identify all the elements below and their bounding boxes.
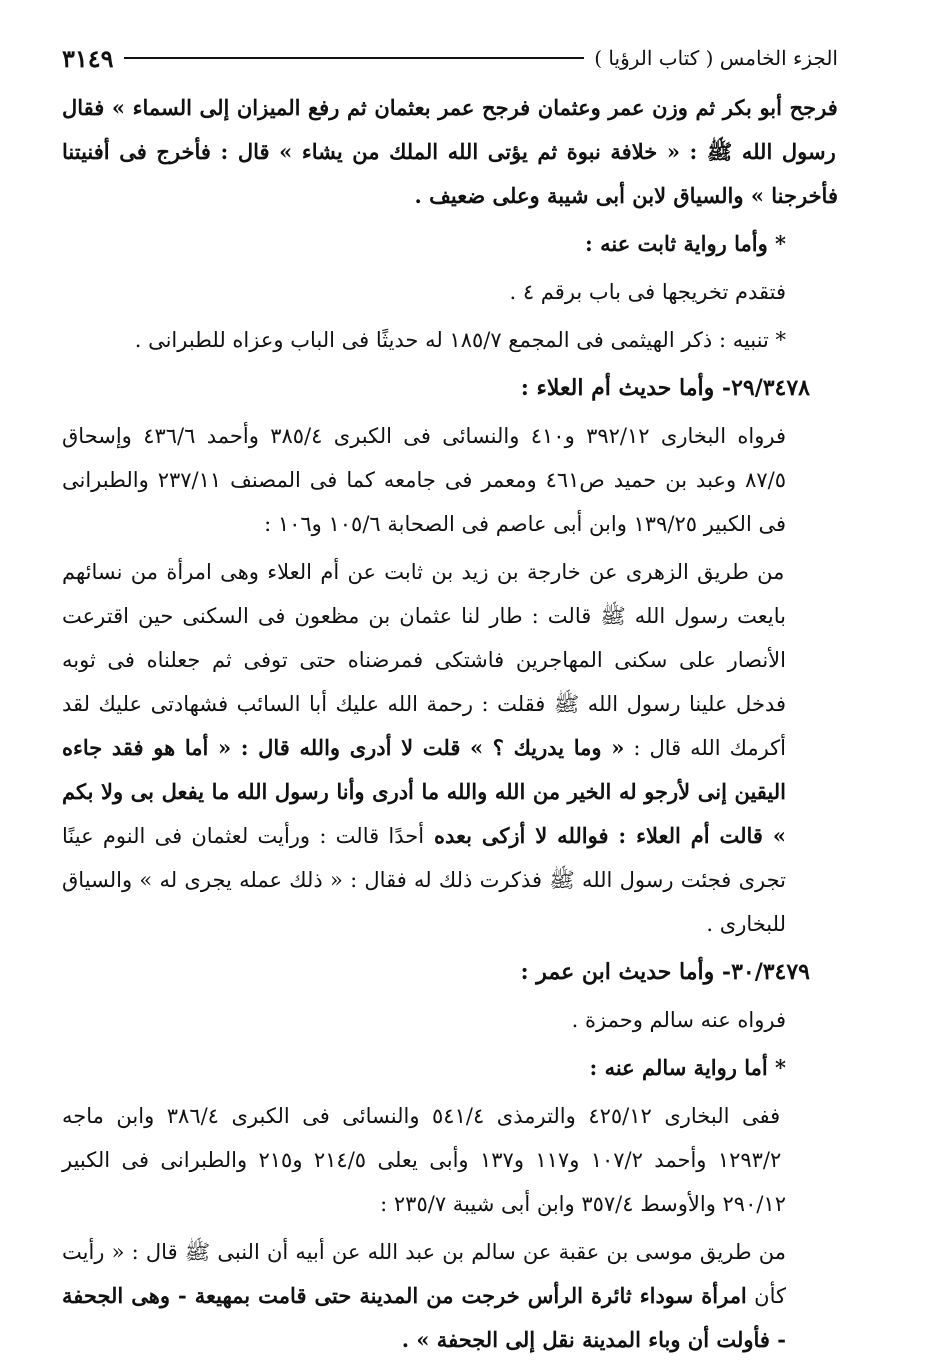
header-rule (124, 57, 585, 59)
text-line: وإسحاق ٨٧/٥ وعبد بن حميد ص٤٦١ ومعمر فى جامعه كما فى المصنف ٢٣٧/١١ (62, 424, 786, 492)
text-line: * أما رواية سالم عنه : (589, 1055, 786, 1080)
text-line: ففى البخارى ٤٢٥/١٢ والترمذى ٥٤١/٤ والنسائى فى الكبرى ٣٨٦/٤ وابن ماجه (62, 1104, 781, 1128)
text-line: ٢٩٠/١٢ والأوسط ٣٥٧/٤ وابن أبى شيبة ٢٣٥/٧ : (380, 1192, 786, 1216)
page-number: ٣١٤٩ (62, 43, 114, 73)
text-line: فرواه البخارى ٣٩٢/١٢ و٤١٠ والنسائى فى الكبرى ٣٨٥/٤ وأحمد ٤٣٦/٦ (131, 424, 786, 448)
text-line: فتقدم تخريجها فى باب برقم ٤ . (509, 280, 786, 304)
text-line: رسول الله ﷺ فقلت : رحمة الله عليك أبا السائب فشهادتى عليك لقد أكرمك الله قال : (62, 692, 786, 760)
page-header (62, 40, 838, 76)
text-line: ٢٩/٣٤٧٨- وأما حديث أم العلاء : (520, 375, 810, 401)
paragraph-takhrij-salim (62, 1094, 838, 1226)
paragraph-hadith-continuation (62, 86, 838, 218)
text-line: من طريق موسى بن عقبة عن سالم بن عبد الله عن أبيه أن النبى ﷺ قال : « رأيت كأن (62, 1240, 786, 1308)
text-line: فقال : « ذلك عمله يجرى له » والسياق للبخارى . (62, 868, 786, 936)
note-tanbih (62, 318, 838, 362)
text-line: أن وباء المدينة نقل إلى الجحفة » . (401, 1327, 710, 1352)
paragraph-thabit-ref (62, 270, 838, 314)
text-line: ١٢٩٣/٢ وأحمد ١٠٧/٢ و١١٧ و١٣٧ وأبى يعلى ٢١٤/٥ و٢١٥ والطبرانى فى الكبير (62, 1148, 782, 1172)
running-title: الجزء الخامس ( كتاب الرؤيا ) (594, 46, 838, 70)
text-line: الله والله ما أدرى وأنا رسول الله ما يفعل بى ولا بكم » قالت أم العلاء : فوالله لا أزكى بعده (62, 779, 786, 848)
book-page (62, 40, 838, 1366)
text-line: فرواه عنه سالم وحمزة . (571, 1008, 786, 1032)
text-line: رسول الله ﷺ : « خلافة نبوة ثم يؤتى الله الملك من يشاء » قال : فأخرج فى أفنيتنا (62, 139, 836, 164)
text-line: من طريق الزهرى عن خارجة بن زيد بن ثابت عن أم العلاء وهى امرأة من نسائهم (62, 560, 785, 584)
subheading-thabit (62, 222, 838, 266)
heading-ibn-umar (62, 950, 838, 994)
text-line: « وما يدريك ؟ » قلت لا أدرى والله قال : « أما هو فقد جاءه اليقين إنى لأرجو له الخير من (62, 735, 786, 804)
text-line: * تنبيه : ذكر الهيثمى فى المجمع ١٨٥/٧ له حديثًا فى الباب وعزاه للطبرانى . (134, 328, 786, 352)
text-line: ٣٠/٣٤٧٩- وأما حديث ابن عمر : (520, 959, 810, 985)
text-line: أحدًا قالت : ورأيت لعثمان فى النوم عينًا تجرى فجئت رسول الله ﷺ فذكرت ذلك له (62, 824, 786, 892)
text-line: والطبرانى فى الكبير ١٣٩/٢٥ وابن أبى عاصم فى الصحابة ١٠٥/٦ و١٠٦ : (62, 468, 786, 536)
subheading-salim (62, 1046, 838, 1090)
paragraph-hadith-salim (62, 1230, 838, 1362)
text-line: فرجح أبو بكر ثم وزن عمر وعثمان فرجح عمر بعثمان ثم رفع الميزان إلى السماء » فقال (62, 95, 838, 120)
text-line: امرأة سوداء ثائرة الرأس خرجت من المدينة حتى قامت بمهيعة - وهى الجحفة - فأولت (62, 1283, 786, 1352)
page-body (62, 86, 838, 1362)
paragraph-hadith-umm-al-ala (62, 550, 838, 946)
paragraph-ibn-umar-narrators (62, 998, 838, 1042)
text-line: فأخرجنا » والسياق لابن أبى شيبة وعلى ضعيف . (414, 183, 838, 208)
heading-umm-al-ala (62, 366, 838, 410)
paragraph-takhrij-umm-al-ala (62, 414, 838, 546)
text-line: على سكنى المهاجرين فاشتكى فمرضناه حتى توفى ثم جعلناه فى ثوبه فدخل علينا (62, 648, 786, 716)
text-line: بايعت رسول الله ﷺ قالت : طار لنا عثمان بن مظعون فى السكنى حين اقترعت الأنصار (62, 604, 786, 672)
text-line: * وأما رواية ثابت عنه : (585, 231, 786, 256)
